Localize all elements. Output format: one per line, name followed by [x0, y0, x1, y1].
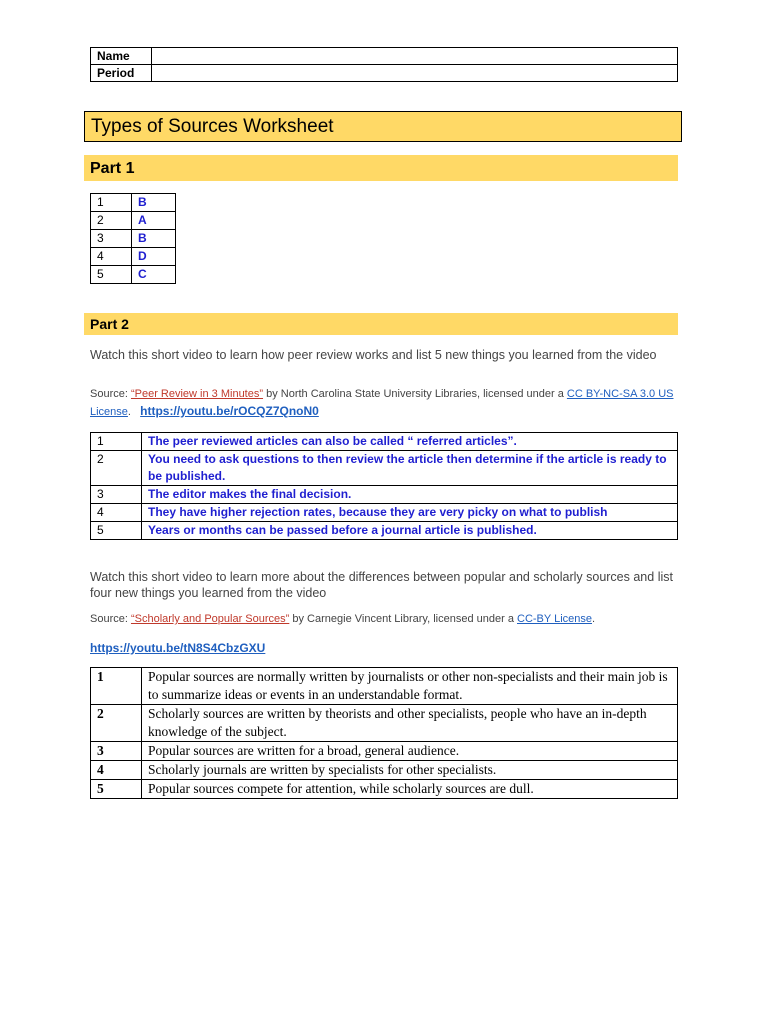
part1-heading: Part 1 [84, 155, 678, 181]
source-suffix: . [127, 406, 131, 418]
scholarly-popular-table [90, 667, 678, 799]
row-number: 5 [91, 522, 142, 540]
row-number: 3 [91, 486, 142, 504]
source-scholarly [90, 611, 690, 628]
source-credit: by Carnegie Vincent Library, licensed under a [289, 613, 517, 625]
student-info-table [90, 47, 678, 82]
source-credit: by North Carolina State University Libraries, licensed under a [263, 388, 567, 400]
table-row [91, 504, 678, 522]
table-row [91, 761, 678, 780]
period-label: Period [91, 65, 152, 82]
youtube-link-scholarly-wrap [90, 639, 265, 657]
row-number: 1 [91, 194, 132, 212]
name-row [91, 48, 678, 65]
name-label: Name [91, 48, 152, 65]
part1-answer-table [90, 193, 176, 284]
answer-cell[interactable]: A [132, 212, 176, 230]
name-field[interactable] [152, 48, 678, 65]
answer-cell[interactable]: D [132, 248, 176, 266]
worksheet-title: Types of Sources Worksheet [84, 111, 682, 142]
table-row [91, 705, 678, 742]
part2-heading: Part 2 [84, 313, 678, 335]
answer-cell[interactable]: Scholarly sources are written by theorists and other specialists, people who have an in-depth knowledge of the subject. [142, 705, 678, 742]
source-peer-review [90, 386, 690, 421]
answer-cell[interactable]: Years or months can be passed before a journal article is published. [142, 522, 678, 540]
period-field[interactable] [152, 65, 678, 82]
row-number: 3 [91, 230, 132, 248]
table-row [91, 742, 678, 761]
source-title-link[interactable]: “Peer Review in 3 Minutes” [130, 388, 264, 400]
peer-review-table [90, 432, 678, 540]
row-number: 1 [91, 668, 142, 705]
row-number: 5 [91, 266, 132, 284]
row-number: 2 [91, 212, 132, 230]
youtube-link-peer-review[interactable]: https://youtu.be/rOCQZ7QnoN0 [140, 404, 319, 418]
table-row [91, 248, 176, 266]
row-number: 2 [91, 451, 142, 486]
table-row [91, 230, 176, 248]
table-row [91, 266, 176, 284]
license-link[interactable]: CC BY-NC-SA 3.0 US License [90, 388, 674, 418]
answer-cell[interactable]: Scholarly journals are written by specialists for other specialists. [142, 761, 678, 780]
row-number: 1 [91, 433, 142, 451]
table-row [91, 433, 678, 451]
youtube-link-scholarly[interactable]: https://youtu.be/tN8S4CbzGXU [90, 641, 266, 655]
instruction-peer-review: Watch this short video to learn how peer review works and list 5 new things you learned from the video [90, 348, 657, 362]
source-prefix: Source: [90, 613, 131, 625]
instruction-scholarly: Watch this short video to learn more about the differences between popular and scholarly sources and list four new things you learned from the video [90, 570, 673, 600]
table-row [91, 451, 678, 486]
answer-cell[interactable]: B [132, 230, 176, 248]
source-suffix: . [592, 613, 596, 625]
period-row [91, 65, 678, 82]
source-prefix: Source: [90, 388, 131, 400]
table-row [91, 780, 678, 799]
answer-cell[interactable]: Popular sources are written for a broad, general audience. [142, 742, 678, 761]
answer-cell[interactable]: You need to ask questions to then review the article then determine if the article is ready to be published. [142, 451, 678, 486]
answer-cell[interactable]: Popular sources compete for attention, while scholarly sources are dull. [142, 780, 678, 799]
answer-cell[interactable]: The editor makes the final decision. [142, 486, 678, 504]
row-number: 3 [91, 742, 142, 761]
table-row [91, 194, 176, 212]
row-number: 4 [91, 248, 132, 266]
license-link[interactable]: CC-BY License [517, 613, 592, 625]
answer-cell[interactable]: They have higher rejection rates, because they are very picky on what to publish [142, 504, 678, 522]
source-title-link[interactable]: “Scholarly and Popular Sources” [130, 613, 290, 625]
answer-cell[interactable]: Popular sources are normally written by journalists or other non-specialists and their main job is to summarize ideas or events in an understandable format. [142, 668, 678, 705]
row-number: 2 [91, 705, 142, 742]
table-row [91, 212, 176, 230]
row-number: 4 [91, 504, 142, 522]
table-row [91, 486, 678, 504]
table-row [91, 668, 678, 705]
row-number: 5 [91, 780, 142, 799]
row-number: 4 [91, 761, 142, 780]
answer-cell[interactable]: B [132, 194, 176, 212]
table-row [91, 522, 678, 540]
answer-cell[interactable]: The peer reviewed articles can also be called “ referred articles”. [142, 433, 678, 451]
answer-cell[interactable]: C [132, 266, 176, 284]
